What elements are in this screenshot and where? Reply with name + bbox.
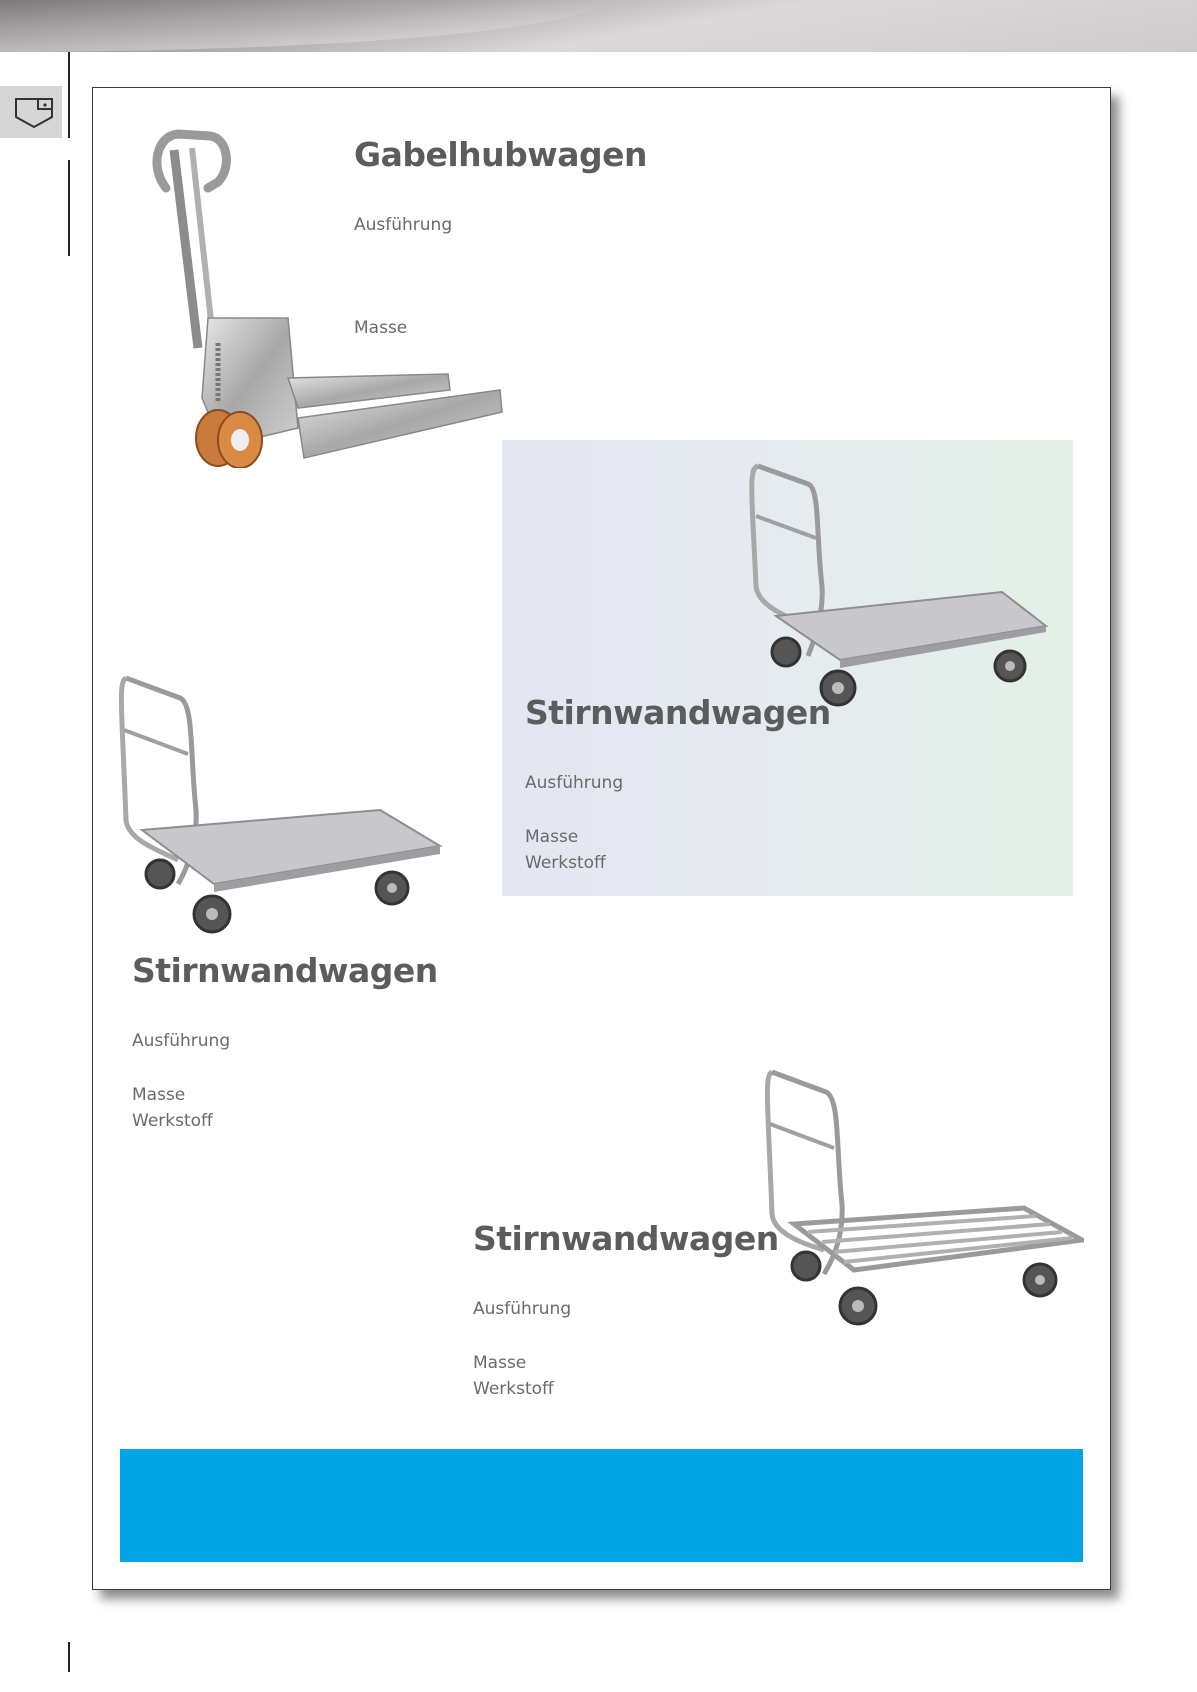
label-masse: Masse <box>354 318 408 338</box>
product-title: Stirnwandwagen <box>473 1219 779 1258</box>
label-werkstoff: Werkstoff <box>525 853 606 873</box>
product-title: Stirnwandwagen <box>525 693 831 732</box>
product-stirnwandwagen-1 <box>525 693 1025 876</box>
label-ausfuehrung: Ausführung <box>525 773 624 793</box>
product-title: Gabelhubwagen <box>354 135 648 174</box>
footer-color-bar <box>120 1449 1083 1562</box>
label-ausfuehrung: Ausführung <box>354 215 453 235</box>
label-masse: Masse <box>132 1085 186 1105</box>
product-title: Stirnwandwagen <box>132 951 438 990</box>
product-stirnwandwagen-3 <box>473 1219 779 1402</box>
label-ausfuehrung: Ausführung <box>132 1031 231 1051</box>
platform-cart-image-2 <box>118 670 444 940</box>
label-ausfuehrung: Ausführung <box>473 1299 572 1319</box>
grid-cart-image <box>764 1064 1084 1334</box>
product-gabelhubwagen <box>354 135 954 348</box>
side-rule-bottom <box>68 1642 70 1672</box>
header-swoosh <box>0 0 600 52</box>
header-band <box>0 0 1197 52</box>
side-rule-mid <box>68 160 70 256</box>
section-tab[interactable] <box>0 86 62 138</box>
label-werkstoff: Werkstoff <box>473 1379 554 1399</box>
pocket-tab-icon <box>14 95 54 129</box>
label-masse: Masse <box>525 827 579 847</box>
label-masse: Masse <box>473 1353 527 1373</box>
platform-cart-image-1 <box>746 456 1052 716</box>
label-werkstoff: Werkstoff <box>132 1111 213 1131</box>
side-rule-top <box>68 52 70 138</box>
product-stirnwandwagen-2 <box>132 951 632 1134</box>
